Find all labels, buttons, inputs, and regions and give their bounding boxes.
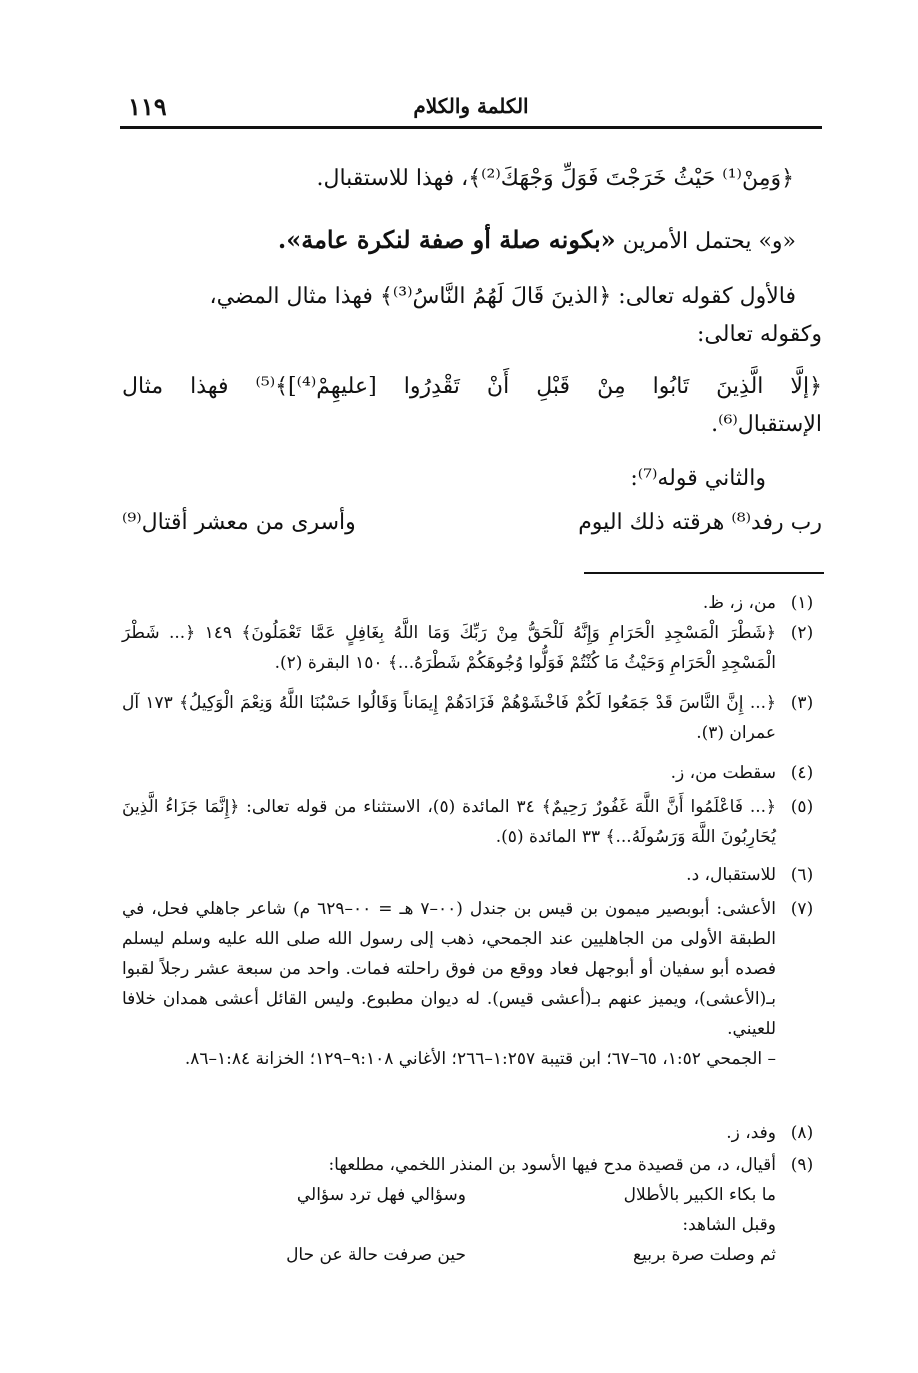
footnote-rule bbox=[584, 572, 824, 574]
footnote-text: وقبل الشاهد: bbox=[682, 1215, 776, 1235]
bold-phrase: «بكونه صلة أو صفة لنكرة عامة». bbox=[277, 225, 616, 254]
footnote-number: (٢) bbox=[790, 623, 814, 643]
text-line: ﴿إلَّا الَّذِينَ تَابُوا مِنْ قَبْلِ أَنْ تَقْدِرُوا [عليهِمْ⁽⁴⁾]﴾⁽⁵⁾ فهذا مثال bbox=[122, 374, 822, 399]
footnote-number: (٥) bbox=[790, 797, 814, 817]
text-line: ﴿وَمِنْ⁽¹⁾ حَيْثُ خَرَجْتَ فَوَلِّ وَجْهَكَ⁽²⁾﴾، فهذا للاستقبال. bbox=[316, 166, 794, 191]
footnote-number: (٨) bbox=[790, 1123, 814, 1143]
footnote-text: من، ز، ظ. bbox=[702, 593, 776, 613]
footnote bbox=[122, 1118, 822, 1148]
page-header bbox=[120, 88, 822, 128]
poem-line bbox=[122, 1240, 776, 1270]
running-title: الكلمة والكلام bbox=[413, 94, 529, 118]
footnote bbox=[122, 758, 822, 788]
footnote bbox=[122, 1150, 822, 1270]
poem-first-hemistich: ما بكاء الكبير بالأطلال bbox=[623, 1185, 776, 1205]
footnote-text: ﴿... فَاعْلَمُوا أَنَّ اللَّهَ غَفُورٌ رَحِيمٌ﴾ ٣٤ المائدة (٥)، الاستثناء من قوله تعالى: ﴿إِنَّمَا جَزَاءُ الَّذِينَ يُحَارِبُونَ اللَّهَ وَرَسُولَهُ...﴾ ٣٣ المائدة (٥). bbox=[122, 797, 776, 847]
footnote bbox=[122, 894, 822, 1074]
footnote-text: سقطت من، ز. bbox=[670, 763, 776, 783]
footnote-number: (٤) bbox=[790, 763, 814, 783]
page-number: ١١٩ bbox=[128, 92, 167, 121]
verse-second-hemistich: وأسرى من معشر أقتال⁽⁹⁾ bbox=[122, 510, 356, 535]
footnote bbox=[122, 618, 822, 678]
text-span: «و» يحتمل الأمرين bbox=[615, 229, 796, 254]
poem-second-hemistich: حين صرفت حالة عن حال bbox=[286, 1245, 466, 1265]
footnote-number: (٧) bbox=[790, 899, 814, 919]
footnote-text: ﴿... إِنَّ النَّاسَ قَدْ جَمَعُوا لَكُمْ فَاخْشَوْهُمْ فَزَادَهُمْ إِيمَاناً وَقَالُوا حَسْبُنَا اللَّهُ وَنِعْمَ الْوَكِيلُ﴾ ١٧٣ آل عمران (٣). bbox=[122, 693, 776, 743]
footnote bbox=[122, 588, 822, 618]
footnote-number: (٦) bbox=[790, 865, 814, 885]
footnote-number: (٩) bbox=[790, 1155, 814, 1175]
footnote-text: للاستقبال، د. bbox=[686, 865, 776, 885]
verse-first-hemistich: رب رفد⁽⁸⁾ هرقته ذلك اليوم bbox=[578, 510, 822, 535]
footnote-text: أقيال، د، من قصيدة مدح فيها الأسود بن المنذر اللخمي، مطلعها: bbox=[328, 1155, 776, 1175]
text-line: والثاني قوله⁽⁷⁾: bbox=[630, 466, 766, 491]
footnote-sources: – الجمحي ١:٥٢، ٦٥–٦٧؛ ابن قتيبة ١:٢٥٧–٢٦٦؛ الأغاني ٩:١٠٨–١٢٩؛ الخزانة ١:٨٤–٨٦. bbox=[184, 1049, 776, 1069]
header-rule bbox=[120, 126, 822, 129]
text-line bbox=[278, 222, 796, 258]
poem-first-hemistich: ثم وصلت صرة بربيع bbox=[633, 1245, 776, 1265]
footnote-number: (١) bbox=[790, 593, 814, 613]
footnote bbox=[122, 792, 822, 852]
text-line: فالأول كقوله تعالى: ﴿الذينَ قَالَ لَهُمُ النَّاسُ⁽³⁾﴾ فهذا مثال المضي، bbox=[209, 284, 796, 309]
footnote-text: الأعشى: أبوبصير ميمون بن قيس بن جندل (٠٠–٧ هـ = ٠٠–٦٢٩ م) شاعر جاهلي فحل، في الطبقة الأولى من الجاهليين عند الجمحي، ذهب إلى رسول الله صلى الله عليه وسلم ليسلم فصده أبو سفيان أو أبوجهل فعاد ووقع من فوق راحلته فمات. واحد من سبعة عشر رجلاً لقبوا بـ(الأعشى)، ويميز عنهم بـ(أعشى قيس). له ديوان مطبوع. وليس القائل أعشى همدان خلافا للعيني. bbox=[122, 899, 776, 1039]
footnote bbox=[122, 860, 822, 890]
footnote-number: (٣) bbox=[790, 693, 814, 713]
footnote bbox=[122, 688, 822, 748]
footnote-text: وفد، ز. bbox=[726, 1123, 776, 1143]
text-line: وكقوله تعالى: bbox=[697, 322, 822, 347]
poem-second-hemistich: وسؤالي فهل ترد سؤالي bbox=[296, 1185, 466, 1205]
footnote-text: ﴿شَطْرَ الْمَسْجِدِ الْحَرَامِ وَإِنَّهُ لَلْحَقُّ مِنْ رَبِّكَ وَمَا اللَّهُ بِغَافِلٍ عَمَّا تَعْمَلُونَ﴾ ١٤٩ ﴿... شَطْرَ الْمَسْجِدِ الْحَرَامِ وَحَيْثُ مَا كُنْتُمْ فَوَلُّوا وُجُوهَكُمْ شَطْرَهُ...﴾ ١٥٠ البقرة (٢). bbox=[122, 623, 776, 673]
poem-line bbox=[122, 1180, 776, 1210]
text-line: الإستقبال⁽⁶⁾. bbox=[711, 412, 822, 437]
